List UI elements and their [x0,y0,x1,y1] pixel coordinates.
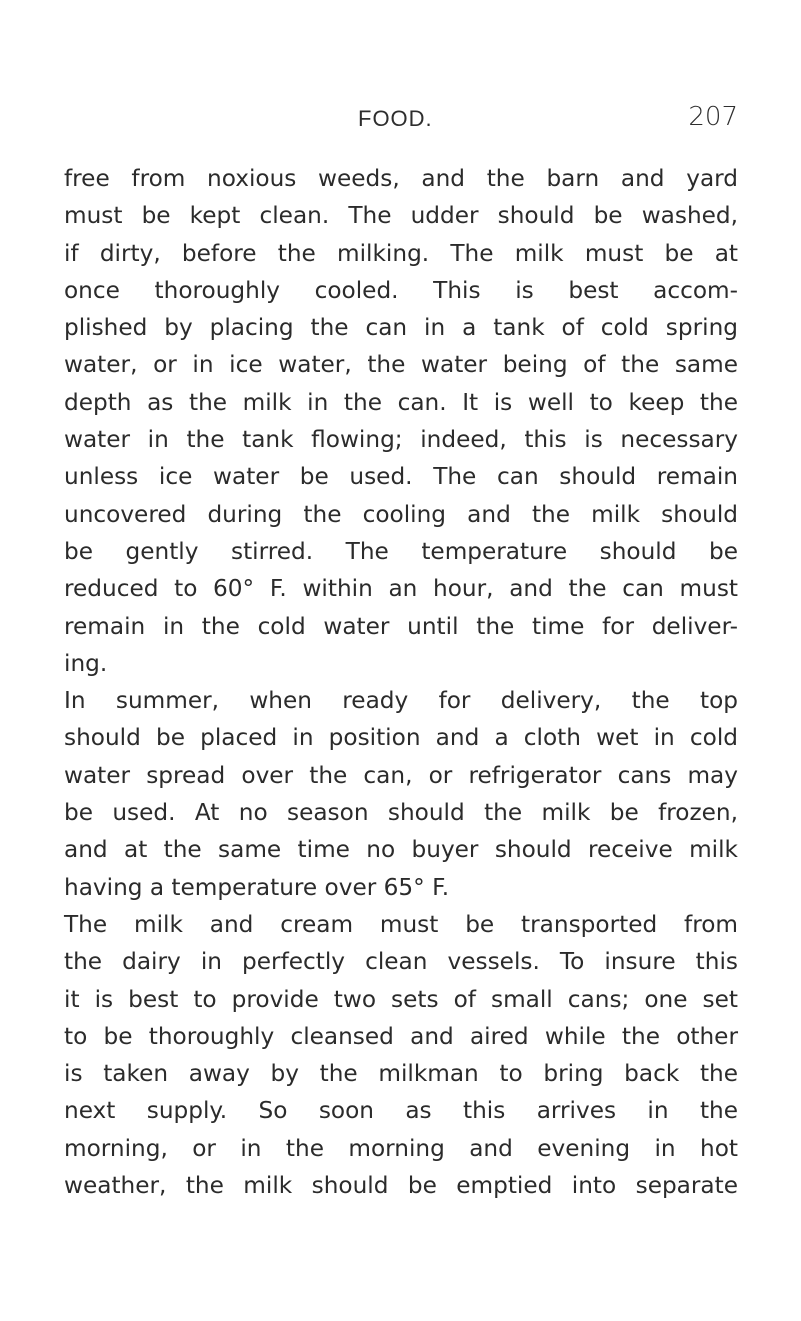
text-line: next supply. So soon as this arrives in the [64,1097,738,1125]
running-title: FOOD. [358,106,433,131]
text-line: ing. [64,649,108,677]
text-line: should be placed in position and a cloth wet in cold [64,724,738,752]
text-line: water, or in ice water, the water being of the same [64,351,738,379]
text-line: and at the same time no buyer should receive milk [64,836,738,864]
paragraph-start-line: The milk and cream must be transported from [64,910,738,938]
text-line: depth as the milk in the can. It is well to keep the [64,388,738,416]
text-line: uncovered during the cooling and the milk should [64,500,738,528]
text-line: the dairy in perfectly clean vessels. To insure this [64,948,738,976]
text-line: reduced to 60° F. within an hour, and the can must [64,575,738,603]
text-line: must be kept clean. The udder should be washed, [64,202,738,230]
text-line: plished by placing the can in a tank of cold spring [64,314,738,342]
text-line: once thoroughly cooled. This is best accom- [64,276,738,304]
text-line: if dirty, before the milking. The milk must be at [64,239,738,267]
page-number: 207 [688,102,738,132]
text-line: be gently stirred. The temperature should be [64,537,738,565]
text-line: weather, the milk should be emptied into separate [64,1172,738,1200]
running-head [64,102,738,140]
text-line: having a temperature over 65° F. [64,873,450,901]
text-line: water in the tank flowing; indeed, this is necessary [64,426,738,454]
text-line: is taken away by the milkman to bring back the [64,1060,738,1088]
paragraph-start-line: In summer, when ready for delivery, the top [64,687,738,715]
text-line: free from noxious weeds, and the barn and yard [64,165,738,192]
text-line: morning, or in the morning and evening in hot [64,1134,738,1162]
text-line: be used. At no season should the milk be frozen, [64,799,738,827]
body-text [64,160,738,1204]
text-line: water spread over the can, or refrigerator cans may [64,761,738,789]
text-line: remain in the cold water until the time for deliver- [64,612,738,640]
text-line: it is best to provide two sets of small cans; one set [64,985,738,1013]
text-line: to be thoroughly cleansed and aired while the other [64,1022,738,1050]
text-line: unless ice water be used. The can should remain [64,463,738,491]
